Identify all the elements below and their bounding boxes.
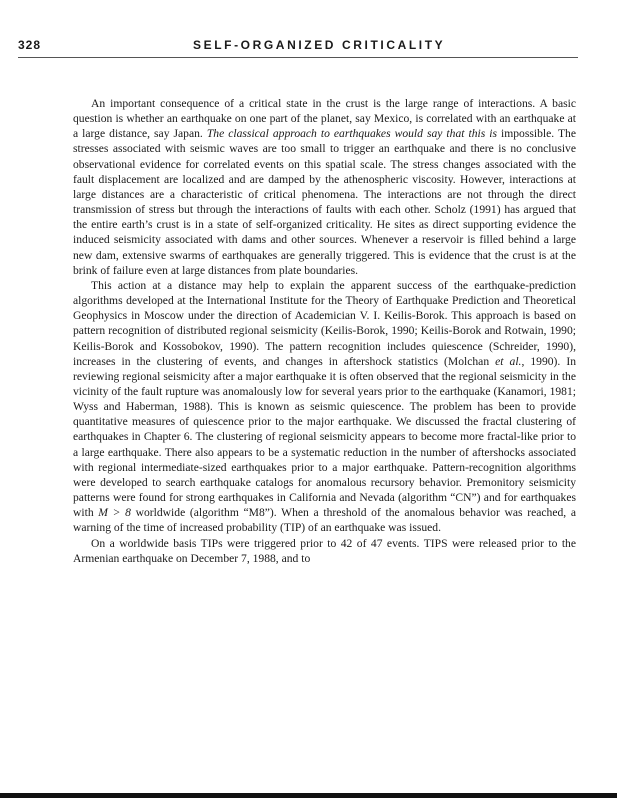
header-rule	[18, 57, 578, 58]
paragraph-1-text-b: impossible. The stresses associated with seismic waves are too small to trigger an earthquake and there is no conclusive observational evidence for correlated events on this spatial scale. The stress changes associated with the fault displacement are localized and are damped by the athenospheric viscosity. However, interactions at large distances are a characteristic of critical phenomena. The interactions are not through the direct transmission of stress but through the interactions of faults with each other. Scholz (1991) has argued that the entire earth’s crust is in a state of self-organized criticality. He sites as direct supporting evidence the induced seismicity associated with dams and other sources. Whenever a reservoir is filled behind a large new dam, extensive swarms of earthquakes are generally triggered. This is evidence that the crust is at the brink of failure even at large distances from plate boundaries.	[73, 127, 576, 277]
paragraph-2-italic: et al.	[495, 354, 522, 368]
paragraph-1	[73, 96, 576, 278]
paragraph-3	[73, 536, 576, 566]
scan-bottom-edge	[0, 793, 617, 798]
paragraph-3-text-a: On a worldwide basis TIPs were triggered prior to 42 of 47 events. TIPS were released prior to the Armenian earthquake on December 7, 1988, and to	[73, 536, 576, 565]
paragraph-2-text-a: This action at a distance may help to explain the apparent success of the earthquake-prediction algorithms developed at the International Institute for the Theory of Earthquake Prediction and Theoretical Geophysics in Moscow under the direction of Academician V. I. Keilis-Borok. This approach is based on pattern recognition of distributed regional seismicity (Keilis-Borok, 1990; Keilis-Borok and Rotwain, 1990; Keilis-Borok and Kossobokov, 1990). The pattern recognition includes quiescence (Schreider, 1990), increases in the clustering of events, and changes in aftershock statistics (Molchan	[73, 278, 576, 368]
paragraph-2-text-c: worldwide (algorithm “M8”). When a threshold of the anomalous behavior was reached, a warning of the time of increased probability (TIP) of an earthquake was issued.	[73, 506, 577, 535]
paragraph-1-italic: The classical approach to earthquakes would say that this is	[206, 127, 497, 141]
paragraph-2-math: M > 8	[98, 506, 131, 520]
page-number: 328	[18, 38, 42, 52]
body-text	[73, 96, 576, 566]
paragraph-2-text-b: , 1990). In reviewing regional seismicity after a major earthquake it is often observed that the regional seismicity in the vicinity of the fault rupture was anomalously low for several years prior to the earthquake (Kanamori, 1981; Wyss and Haberman, 1988). This is known as seismic quiescence. The problem has been to provide quantitative measures of quiescence prior to the major earthquake. We discussed the fractal clustering of earthquakes in Chapter 6. The clustering of regional seismicity appears to become more fractal-like prior to a large earthquake. There also appears to be a systematic reduction in the number of aftershocks associated with regional intermediate-sized earthquakes prior to a major earthquake. Pattern-recognition algorithms were developed to search earthquake catalogs for anomalous recursory behavior. Premonitory seismicity patterns were found for strong earthquakes in California and Nevada (algorithm “CN”) and for earthquakes with	[73, 354, 576, 520]
page-header	[18, 38, 578, 54]
running-title: SELF-ORGANIZED CRITICALITY	[193, 38, 446, 52]
paragraph-2	[73, 278, 576, 536]
paragraph-1-text-a: An important consequence of a critical state in the crust is the large range of interactions. A basic question is whether an earthquake on one part of the planet, say Mexico, is correlated with an earthquake at a large distance, say Japan.	[73, 97, 576, 141]
